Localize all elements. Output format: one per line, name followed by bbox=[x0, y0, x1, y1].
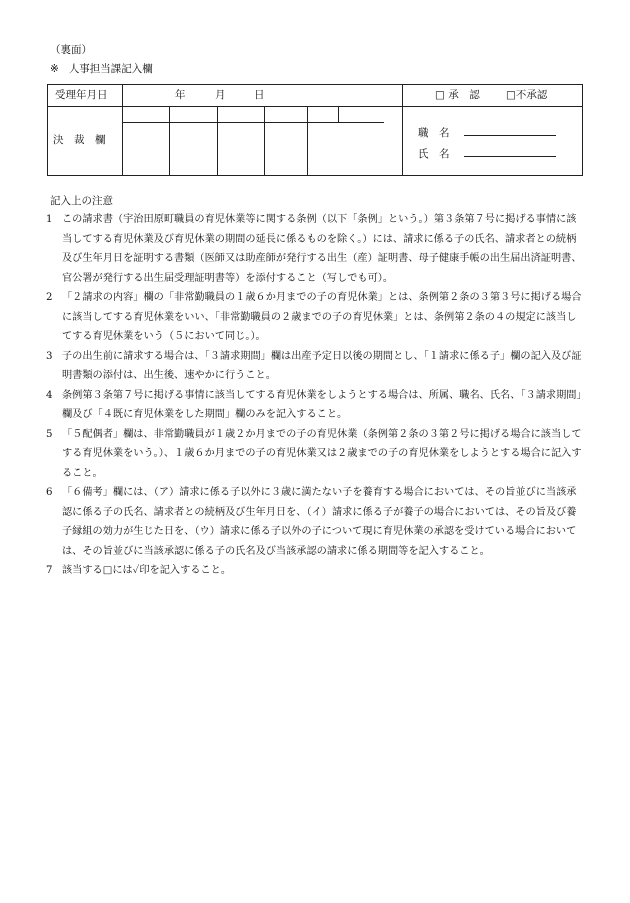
position-row bbox=[418, 124, 556, 140]
note-number: 2 bbox=[46, 292, 53, 303]
note-item bbox=[46, 210, 586, 288]
col-divider bbox=[307, 106, 308, 175]
section-header bbox=[50, 63, 153, 76]
hr-entry-table bbox=[47, 84, 583, 176]
row-divider bbox=[402, 106, 582, 107]
note-text: 子の出生前に請求する場合は、「３請求期間」欄は出産予定日以後の期間とし、「１請求に係る子」欄の記入及び証明書類の添付は、出生後、速やかに行うこと。 bbox=[62, 350, 582, 381]
approve-checkbox[interactable]: □ 承 認 bbox=[435, 89, 480, 101]
col-divider bbox=[338, 106, 339, 122]
name-label: 氏 名 bbox=[418, 148, 450, 160]
note-number: 4 bbox=[46, 389, 53, 401]
name-row bbox=[418, 145, 556, 161]
disapprove-checkbox[interactable]: □不承認 bbox=[506, 89, 548, 101]
note-text: 「２請求の内容」欄の「非常勤職員の１歳６か月までの子の育児休業」とは、条例第２条の３第３号に掲げる場合に該当してする育児休業をいい、「非常勤職員の２歳までの子の育児休業」とは、条例第２条の４の規定に該当してする育児休業をいう（５において同じ。）。 bbox=[62, 292, 582, 342]
note-text: 「５配偶者」欄は、非常勤職員が１歳２か月までの子の育児休業（条例第２条の３第２号に掲げる場合に該当してする育児休業をいう。）、１歳６か月までの子の育児休業又は２歳までの子の育児休業をしようとする場合に記入すること。 bbox=[62, 428, 582, 479]
note-number: 1 bbox=[46, 214, 53, 225]
note-text: 該当する□には✓印を記入すること。 bbox=[62, 565, 232, 576]
note-number: 6 bbox=[46, 487, 53, 498]
section-title: 人事担当課記入欄 bbox=[68, 63, 153, 75]
col-divider bbox=[122, 85, 123, 175]
note-item bbox=[46, 561, 586, 581]
decision-label: 決 裁 欄 bbox=[53, 134, 106, 146]
note-item bbox=[46, 483, 586, 561]
receipt-date-label: 受理年月日 bbox=[55, 89, 108, 101]
notes-list bbox=[46, 210, 586, 581]
row-divider bbox=[122, 122, 384, 123]
row-divider bbox=[48, 106, 402, 107]
note-item bbox=[46, 425, 586, 484]
position-label: 職 名 bbox=[418, 127, 450, 139]
note-text: この請求書（宇治田原町職員の育児休業等に関する条例（以下「条例」という。）第３条第７号に掲げる事情に該当してする育児休業及び育児休業の期間の延長に係るものを除く。）には、請求に係る子の氏名、請求者との続柄及び生年月日を証明する書類（医師又は助産師が発行する出生（産）証明書、母子健康手帳の出生届出済証明書、官公署が発行する出生届受理証明書等）を添付すること（写しでも可）。 bbox=[62, 214, 582, 284]
note-number: 5 bbox=[46, 428, 53, 440]
name-field[interactable] bbox=[464, 145, 556, 157]
note-item bbox=[46, 288, 586, 347]
col-divider bbox=[217, 106, 218, 175]
note-text: 「６備考」欄には、（ア）請求に係る子以外に３歳に満たない子を養育する場合においては、その旨並びに当該承認に係る子の氏名、請求者との続柄及び生年月日を、（イ）請求に係る子が養子の場合においては、その旨及び養子縁組の効力が生じた日を、（ウ）請求に係る子以外の子について現に育児休業の承認を受けている場合においては、その旨並びに当該承認に係る子の氏名及び当該承認の請求に係る期間等を記入すること。 bbox=[62, 487, 577, 557]
note-item bbox=[46, 347, 586, 386]
notes-title: 記入上の注意 bbox=[50, 195, 113, 207]
note-text: 条例第３条第７号に掲げる事情に該当してする育児休業をしようとする場合は、所属、職名、氏名、「３請求期間」欄及び「４既に育児休業をした期間」欄のみを記入すること。 bbox=[62, 389, 582, 420]
date-day-label: 日 bbox=[254, 89, 265, 101]
position-field[interactable] bbox=[464, 124, 556, 136]
col-divider bbox=[402, 85, 403, 175]
section-mark: ※ bbox=[50, 63, 59, 75]
col-divider bbox=[169, 106, 170, 175]
note-item bbox=[46, 386, 586, 425]
side-label: （裏面） bbox=[50, 44, 92, 56]
note-number: 3 bbox=[46, 350, 53, 362]
col-divider bbox=[264, 106, 265, 175]
date-month-label: 月 bbox=[215, 89, 226, 101]
note-number: 7 bbox=[46, 565, 53, 576]
date-year-label: 年 bbox=[175, 89, 186, 101]
